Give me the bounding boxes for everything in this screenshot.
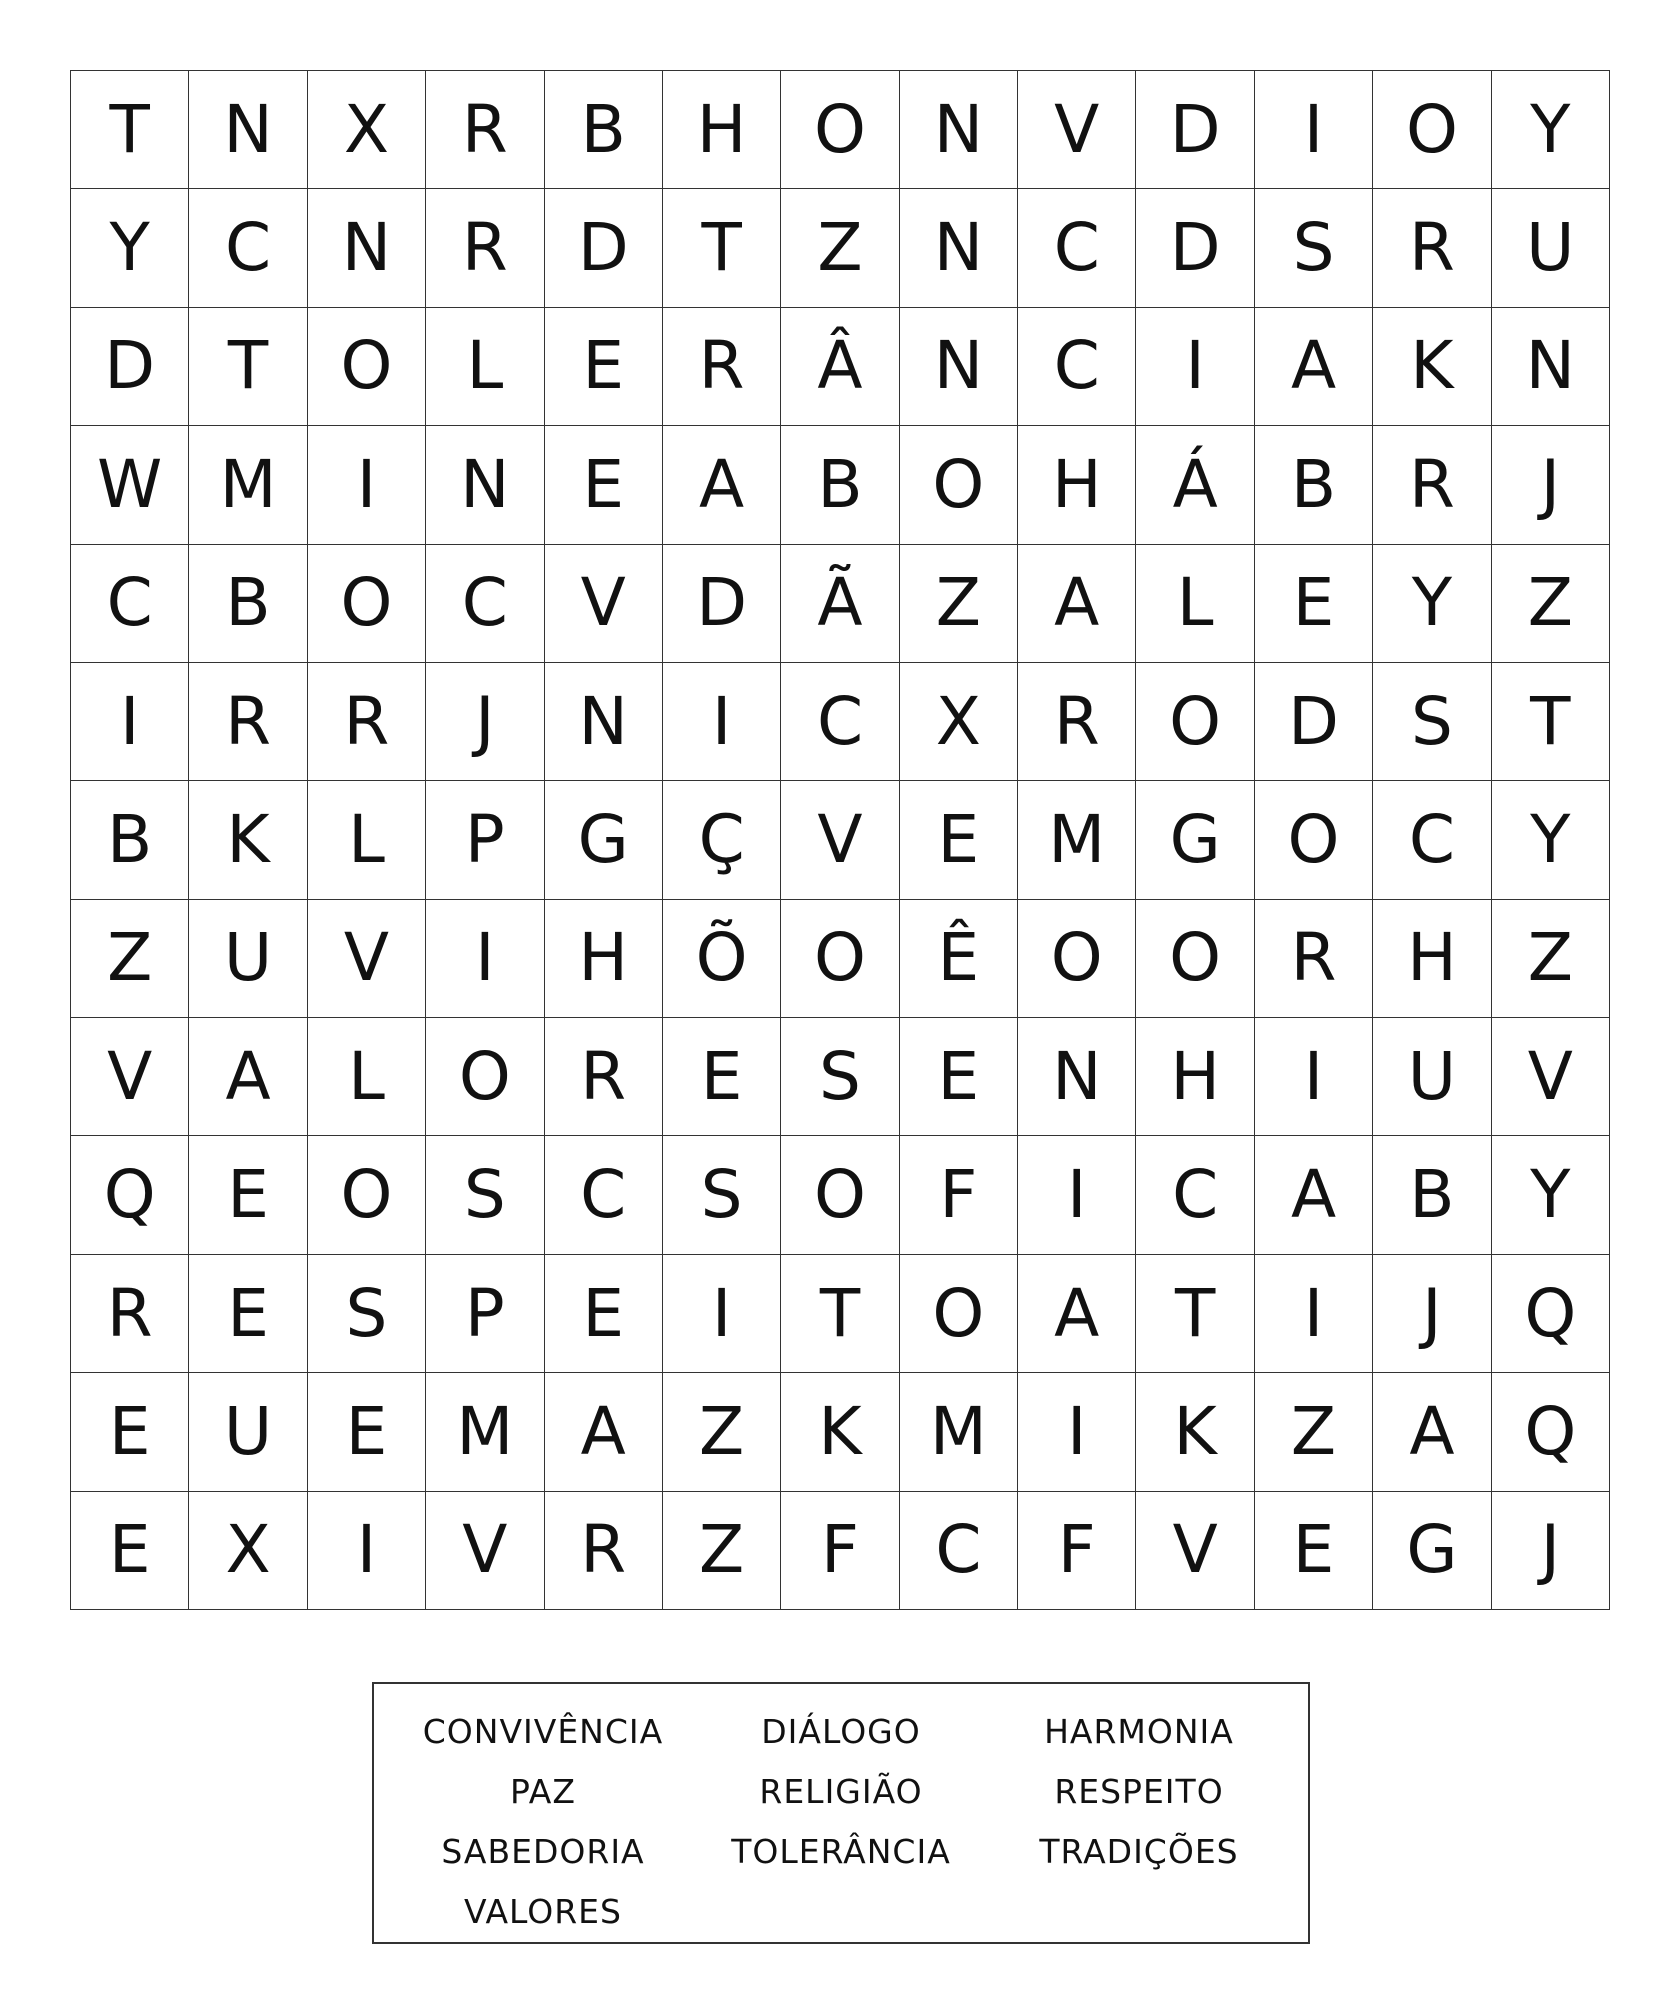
- grid-cell[interactable]: E: [545, 308, 663, 426]
- grid-cell[interactable]: Z: [1492, 900, 1610, 1018]
- grid-cell[interactable]: R: [189, 663, 307, 781]
- grid-cell[interactable]: A: [1018, 545, 1136, 663]
- word-item: RESPEITO: [1054, 1772, 1224, 1811]
- word-item: PAZ: [510, 1772, 576, 1811]
- grid-cell[interactable]: O: [900, 426, 1018, 544]
- grid-cell[interactable]: O: [1373, 71, 1491, 189]
- grid-cell[interactable]: R: [1255, 900, 1373, 1018]
- grid-cell[interactable]: N: [545, 663, 663, 781]
- grid-cell[interactable]: B: [189, 545, 307, 663]
- grid-cell[interactable]: E: [663, 1018, 781, 1136]
- grid-cell[interactable]: V: [71, 1018, 189, 1136]
- grid-cell[interactable]: E: [900, 1018, 1018, 1136]
- grid-cell[interactable]: O: [1018, 900, 1136, 1018]
- grid-cell[interactable]: S: [308, 1255, 426, 1373]
- grid-cell[interactable]: H: [545, 900, 663, 1018]
- grid-cell[interactable]: R: [308, 663, 426, 781]
- grid-cell[interactable]: I: [1255, 71, 1373, 189]
- grid-cell[interactable]: N: [900, 71, 1018, 189]
- grid-cell[interactable]: E: [900, 781, 1018, 899]
- grid-cell[interactable]: T: [189, 308, 307, 426]
- grid-cell[interactable]: S: [426, 1136, 544, 1254]
- grid-cell[interactable]: K: [781, 1373, 899, 1491]
- grid-cell[interactable]: H: [1136, 1018, 1254, 1136]
- word-item: TOLERÂNCIA: [731, 1832, 951, 1871]
- grid-cell[interactable]: D: [663, 545, 781, 663]
- grid-cell[interactable]: O: [781, 71, 899, 189]
- grid-cell[interactable]: I: [1136, 308, 1254, 426]
- grid-cell[interactable]: B: [545, 71, 663, 189]
- grid-cell[interactable]: X: [308, 71, 426, 189]
- grid-cell[interactable]: M: [189, 426, 307, 544]
- word-item: SABEDORIA: [441, 1832, 645, 1871]
- grid-cell[interactable]: X: [189, 1492, 307, 1610]
- grid-cell[interactable]: M: [900, 1373, 1018, 1491]
- grid-cell[interactable]: S: [1255, 189, 1373, 307]
- grid-cell[interactable]: J: [426, 663, 544, 781]
- word-item: HARMONIA: [1044, 1712, 1234, 1751]
- grid-cell[interactable]: C: [426, 545, 544, 663]
- word-item: DIÁLOGO: [761, 1712, 921, 1751]
- grid-cell[interactable]: N: [308, 189, 426, 307]
- grid-cell[interactable]: R: [1373, 189, 1491, 307]
- grid-cell[interactable]: N: [189, 71, 307, 189]
- grid-cell[interactable]: I: [1255, 1255, 1373, 1373]
- grid-cell[interactable]: I: [1018, 1373, 1136, 1491]
- grid-cell[interactable]: N: [426, 426, 544, 544]
- grid-cell[interactable]: E: [1255, 1492, 1373, 1610]
- grid-cell[interactable]: R: [71, 1255, 189, 1373]
- grid-cell[interactable]: P: [426, 781, 544, 899]
- grid-cell[interactable]: G: [1136, 781, 1254, 899]
- grid-cell[interactable]: Q: [1492, 1255, 1610, 1373]
- grid-cell[interactable]: Y: [1373, 545, 1491, 663]
- grid-cell[interactable]: I: [1255, 1018, 1373, 1136]
- grid-cell[interactable]: E: [189, 1136, 307, 1254]
- grid-cell[interactable]: E: [71, 1492, 189, 1610]
- grid-cell[interactable]: R: [426, 189, 544, 307]
- grid-cell[interactable]: C: [781, 663, 899, 781]
- grid-cell[interactable]: Z: [663, 1492, 781, 1610]
- grid-cell[interactable]: L: [1136, 545, 1254, 663]
- grid-cell[interactable]: C: [900, 1492, 1018, 1610]
- grid-cell[interactable]: R: [426, 71, 544, 189]
- grid-cell[interactable]: D: [545, 189, 663, 307]
- grid-cell[interactable]: E: [545, 426, 663, 544]
- grid-cell[interactable]: E: [189, 1255, 307, 1373]
- grid-cell[interactable]: C: [1018, 308, 1136, 426]
- grid-cell[interactable]: Z: [1255, 1373, 1373, 1491]
- grid-cell[interactable]: A: [189, 1018, 307, 1136]
- grid-cell[interactable]: Z: [1492, 545, 1610, 663]
- grid-cell[interactable]: I: [663, 663, 781, 781]
- grid-cell[interactable]: U: [189, 900, 307, 1018]
- grid-cell[interactable]: C: [545, 1136, 663, 1254]
- grid-cell[interactable]: X: [900, 663, 1018, 781]
- grid-cell[interactable]: V: [308, 900, 426, 1018]
- grid-cell[interactable]: M: [426, 1373, 544, 1491]
- grid-cell[interactable]: L: [426, 308, 544, 426]
- grid-cell[interactable]: Y: [1492, 1136, 1610, 1254]
- grid-cell[interactable]: L: [308, 1018, 426, 1136]
- grid-cell[interactable]: V: [781, 781, 899, 899]
- grid-cell[interactable]: Y: [1492, 781, 1610, 899]
- word-item: VALORES: [464, 1892, 622, 1931]
- grid-cell[interactable]: K: [189, 781, 307, 899]
- grid-cell[interactable]: Z: [900, 545, 1018, 663]
- grid-cell[interactable]: N: [900, 189, 1018, 307]
- grid-cell[interactable]: P: [426, 1255, 544, 1373]
- grid-cell[interactable]: T: [1492, 663, 1610, 781]
- grid-cell[interactable]: O: [1136, 900, 1254, 1018]
- grid-cell[interactable]: T: [663, 189, 781, 307]
- grid-cell[interactable]: V: [426, 1492, 544, 1610]
- grid-cell[interactable]: A: [1255, 308, 1373, 426]
- grid-cell[interactable]: O: [308, 1136, 426, 1254]
- grid-cell[interactable]: B: [1255, 426, 1373, 544]
- grid-cell[interactable]: I: [663, 1255, 781, 1373]
- grid-cell[interactable]: V: [545, 545, 663, 663]
- grid-cell[interactable]: A: [545, 1373, 663, 1491]
- grid-cell[interactable]: I: [1018, 1136, 1136, 1254]
- grid-cell[interactable]: H: [663, 71, 781, 189]
- grid-cell[interactable]: D: [1255, 663, 1373, 781]
- grid-cell[interactable]: E: [308, 1373, 426, 1491]
- grid-cell[interactable]: K: [1373, 308, 1491, 426]
- word-bank-column: [990, 1702, 1288, 1942]
- word-bank: [372, 1682, 1310, 1944]
- word-item: TRADIÇÕES: [1039, 1832, 1239, 1871]
- grid-cell[interactable]: V: [1018, 71, 1136, 189]
- grid-cell[interactable]: S: [663, 1136, 781, 1254]
- grid-cell[interactable]: B: [71, 781, 189, 899]
- grid-cell[interactable]: A: [1255, 1136, 1373, 1254]
- grid-cell[interactable]: V: [1136, 1492, 1254, 1610]
- grid-cell[interactable]: Z: [663, 1373, 781, 1491]
- grid-cell[interactable]: A: [1373, 1373, 1491, 1491]
- word-item: CONVIVÊNCIA: [422, 1712, 664, 1751]
- grid-cell[interactable]: R: [663, 308, 781, 426]
- grid-cell[interactable]: W: [71, 426, 189, 544]
- grid-cell[interactable]: N: [1018, 1018, 1136, 1136]
- grid-cell[interactable]: J: [1373, 1255, 1491, 1373]
- grid-cell[interactable]: Õ: [663, 900, 781, 1018]
- grid-cell[interactable]: R: [545, 1492, 663, 1610]
- grid-cell[interactable]: J: [1492, 1492, 1610, 1610]
- grid-cell[interactable]: Á: [1136, 426, 1254, 544]
- grid-cell[interactable]: E: [545, 1255, 663, 1373]
- grid-cell[interactable]: S: [1373, 663, 1491, 781]
- word-bank-column: [692, 1702, 990, 1942]
- grid-cell[interactable]: G: [545, 781, 663, 899]
- grid-cell[interactable]: V: [1492, 1018, 1610, 1136]
- grid-cell[interactable]: B: [781, 426, 899, 544]
- grid-cell[interactable]: R: [1373, 426, 1491, 544]
- grid-cell[interactable]: I: [308, 1492, 426, 1610]
- grid-cell[interactable]: N: [900, 308, 1018, 426]
- grid-cell[interactable]: Ç: [663, 781, 781, 899]
- grid-cell[interactable]: F: [781, 1492, 899, 1610]
- word-bank-column: [394, 1702, 692, 1942]
- grid-cell[interactable]: N: [1492, 308, 1610, 426]
- grid-cell[interactable]: C: [189, 189, 307, 307]
- grid-cell[interactable]: H: [1018, 426, 1136, 544]
- grid-cell[interactable]: K: [1136, 1373, 1254, 1491]
- grid-cell[interactable]: L: [308, 781, 426, 899]
- grid-cell[interactable]: O: [1255, 781, 1373, 899]
- grid-cell[interactable]: O: [781, 900, 899, 1018]
- grid-cell[interactable]: C: [1136, 1136, 1254, 1254]
- grid-cell[interactable]: I: [426, 900, 544, 1018]
- grid-cell[interactable]: E: [1255, 545, 1373, 663]
- grid-cell[interactable]: C: [71, 545, 189, 663]
- grid-cell[interactable]: I: [71, 663, 189, 781]
- grid-cell[interactable]: I: [308, 426, 426, 544]
- grid-cell[interactable]: B: [1373, 1136, 1491, 1254]
- grid-cell[interactable]: J: [1492, 426, 1610, 544]
- grid-cell[interactable]: A: [1018, 1255, 1136, 1373]
- grid-cell[interactable]: Â: [781, 308, 899, 426]
- grid-cell[interactable]: O: [1136, 663, 1254, 781]
- grid-cell[interactable]: D: [1136, 71, 1254, 189]
- grid-cell[interactable]: T: [1136, 1255, 1254, 1373]
- grid-cell[interactable]: O: [426, 1018, 544, 1136]
- grid-cell[interactable]: O: [900, 1255, 1018, 1373]
- grid-cell[interactable]: Z: [71, 900, 189, 1018]
- grid-cell[interactable]: A: [663, 426, 781, 544]
- grid-cell[interactable]: D: [71, 308, 189, 426]
- grid-cell[interactable]: T: [781, 1255, 899, 1373]
- grid-cell[interactable]: Q: [71, 1136, 189, 1254]
- grid-cell[interactable]: O: [781, 1136, 899, 1254]
- grid-cell[interactable]: Q: [1492, 1373, 1610, 1491]
- word-item: RELIGIÃO: [759, 1772, 923, 1811]
- grid-cell[interactable]: Y: [71, 189, 189, 307]
- grid-cell[interactable]: C: [1018, 189, 1136, 307]
- grid-cell[interactable]: U: [189, 1373, 307, 1491]
- grid-cell[interactable]: F: [1018, 1492, 1136, 1610]
- grid-cell[interactable]: Z: [781, 189, 899, 307]
- grid-cell[interactable]: F: [900, 1136, 1018, 1254]
- grid-cell[interactable]: H: [1373, 900, 1491, 1018]
- grid-cell[interactable]: R: [545, 1018, 663, 1136]
- grid-cell[interactable]: E: [71, 1373, 189, 1491]
- grid-cell[interactable]: S: [781, 1018, 899, 1136]
- grid-cell[interactable]: U: [1373, 1018, 1491, 1136]
- grid-cell[interactable]: O: [308, 545, 426, 663]
- grid-cell[interactable]: O: [308, 308, 426, 426]
- grid-cell[interactable]: G: [1373, 1492, 1491, 1610]
- grid-cell[interactable]: U: [1492, 189, 1610, 307]
- grid-cell[interactable]: T: [71, 71, 189, 189]
- grid-cell[interactable]: Ê: [900, 900, 1018, 1018]
- grid-cell[interactable]: Y: [1492, 71, 1610, 189]
- grid-cell[interactable]: D: [1136, 189, 1254, 307]
- grid-cell[interactable]: M: [1018, 781, 1136, 899]
- grid-cell[interactable]: C: [1373, 781, 1491, 899]
- grid-cell[interactable]: R: [1018, 663, 1136, 781]
- grid-cell[interactable]: Ã: [781, 545, 899, 663]
- letter-grid: [70, 70, 1610, 1610]
